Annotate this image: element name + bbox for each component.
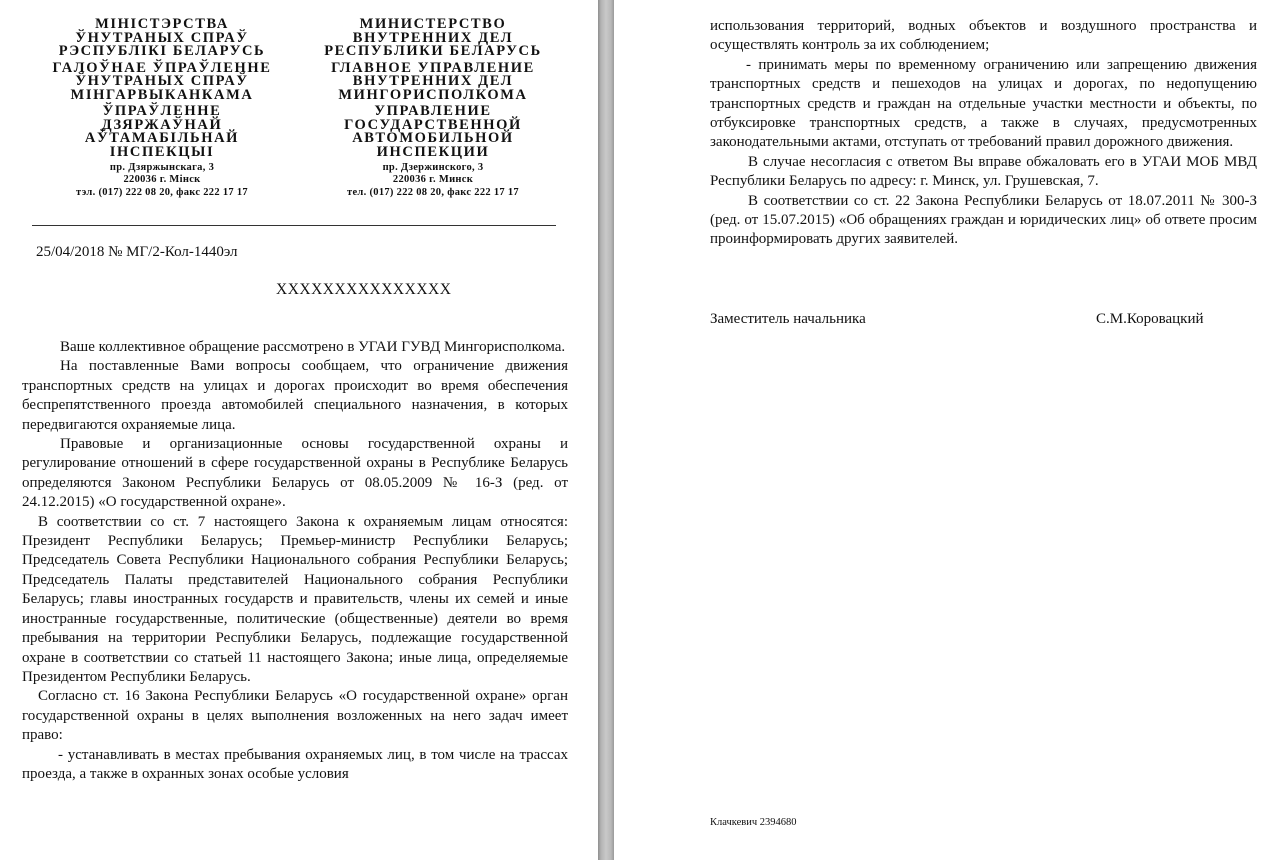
letter-body-left xyxy=(22,338,568,784)
letterhead-by-ministry: МІНІСТЭРСТВА ЎНУТРАНЫХ СПРАЎ РЭСПУБЛІКІ БЕЛАРУСЬ xyxy=(58,16,266,59)
letterhead-divider xyxy=(32,225,556,226)
paragraph: - устанавливать в местах пребывания охраняемых лиц, в том числе на трассах проезда, а также в охранных зонах особые условия xyxy=(22,746,568,782)
paragraph: Согласно ст. 16 Закона Республики Беларусь «О государственной охране» орган государственной охраны в целях выполнения возложенных на него задач имеет право: xyxy=(22,688,568,744)
letterhead-ru-phone: тел. (017) 222 08 20, факс 222 17 17 xyxy=(347,187,519,198)
executor-note: Клачкевич 2394680 xyxy=(710,817,797,828)
paragraph: - принимать меры по временному ограничению или запрещению движения транспортных средств и пешеходов на улицах и дорогах, по недопущению транспортных средств и граждан на отдельные участки местности и объекты, по отбуксировке транспортных средств, а также в случаях, предусмотренных законодательными актами, отступать от требований правил дорожного движения. xyxy=(710,56,1257,151)
letterhead-ru-ministry: МИНИСТЕРСТВО ВНУТРЕННИХ ДЕЛ РЕСПУБЛИКИ БЕЛАРУСЬ xyxy=(324,16,542,59)
paragraph: использования территорий, водных объектов и воздушного пространства и осуществлять контроль за их соблюдением; xyxy=(710,18,1257,54)
letterhead-russian xyxy=(308,18,558,199)
letterhead-by-phone: тэл. (017) 222 08 20, факс 222 17 17 xyxy=(76,187,248,198)
document-page-left xyxy=(0,0,598,860)
letter-body-right xyxy=(710,17,1257,250)
document-page-right xyxy=(614,0,1280,860)
signature-title: Заместитель начальника xyxy=(710,311,866,327)
letterhead-ru-main-dept: ГЛАВНОЕ УПРАВЛЕНИЕ ВНУТРЕННИХ ДЕЛ МИНГОРИСПОЛКОМА xyxy=(331,59,535,103)
letterhead-ru-address: пр. Дзержинского, 3 220036 г. Минск xyxy=(382,162,484,185)
letterhead-by-address: пр. Дзяржынскага, 3 220036 г. Мінск xyxy=(109,162,215,185)
letterhead-belarusian xyxy=(44,18,280,199)
addressee: ХХХХХХХХХХХХХХХ xyxy=(276,281,452,298)
letterhead-ru-dept: УПРАВЛЕНИЕ ГОСУДАРСТВЕННОЙ АВТОМОБИЛЬНОЙ ИНСПЕКЦИИ xyxy=(344,103,522,160)
paragraph: Правовые и организационные основы государственной охраны и регулирование отношений в сфере государственной охраны в Республике Беларусь определяются Законом Республики Беларусь от 08.05.2009 № 16-З (ред. от 24.12.2015) «О государственной охране». xyxy=(22,436,568,511)
signature-name: С.М.Коровацкий xyxy=(1096,311,1204,327)
letterhead-by-dept: ЎПРАЎЛЕННЕ ДЗЯРЖАЎНАЙ АЎТАМАБІЛЬНАЙ ІНСПЕКЦЫІ xyxy=(84,103,240,160)
page-gap xyxy=(598,0,614,860)
paragraph: В соответствии со ст. 7 настоящего Закона к охраняемым лицам относятся: Президент Республики Беларусь; Премьер-министр Республики Беларусь; Председатель Совета Республики Национального собрания Республики Беларусь; Председатель Палаты представителей Национального собрания Республики Беларусь; главы иностранных государств и правительств, члены их семей и иные иностранные государственные, политические (общественные) деятели во время пребывания на территории Республики Беларусь, подлежащие государственной охране в соответствии со статьей 11 настоящего Закона; иные лица, определяемые Президентом Республики Беларусь. xyxy=(22,513,568,685)
paragraph: Ваше коллективное обращение рассмотрено в УГАИ ГУВД Мингорисполкома. xyxy=(60,339,566,355)
paragraph: В соответствии со ст. 22 Закона Республики Беларусь от 18.07.2011 № 300-З (ред. от 15.07.2015) «Об обращениях граждан и юридических лиц» об ответе просим проинформировать других заявителей. xyxy=(710,192,1257,248)
letterhead-by-main-dept: ГАЛОЎНАЕ ЎПРАЎЛЕННЕ ЎНУТРАНЫХ СПРАЎ МІНГАРВЫКАНКАМА xyxy=(52,59,272,103)
paragraph: В случае несогласия с ответом Вы вправе обжаловать его в УГАИ МОБ МВД Республики Беларусь по адресу: г. Минск, ул. Грушевская, 7. xyxy=(710,153,1257,190)
reference-number: 25/04/2018 № МГ/2-Кол-1440эл xyxy=(36,244,238,260)
paragraph: На поставленные Вами вопросы сообщаем, что ограничение движения транспортных средств на улицах и дорогах происходит во время обеспечения беспрепятственного проезда автомобилей специального назначения, в которых передвигаются охраняемые лица. xyxy=(22,358,568,433)
